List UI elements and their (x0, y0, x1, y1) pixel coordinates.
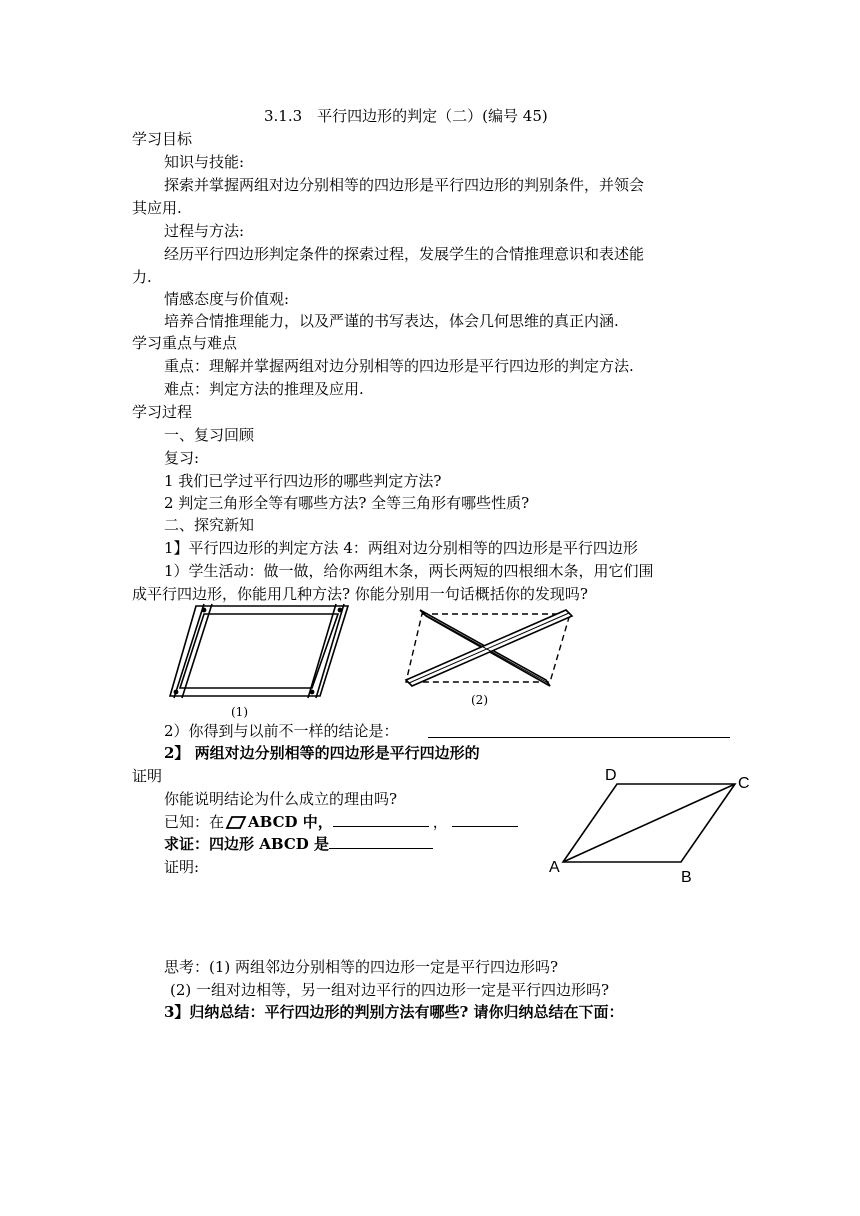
prove-blank[interactable] (329, 834, 433, 849)
knowledge-text-1: 探索并掌握两组对边分别相等的四边形是平行四边形的判别条件，并领会 (164, 176, 645, 194)
parallelogram-abcd-diagram (545, 760, 765, 890)
review-question-2: 2 判定三角形全等有哪些方法? 全等三角形有哪些性质? (164, 494, 530, 512)
keypoints-heading: 学习重点与难点 (132, 334, 238, 352)
emotion-text: 培养合情推理能力，以及严谨的书写表达，体会几何思维的真正内涵. (164, 312, 619, 330)
explore-heading: 二、探究新知 (164, 516, 255, 534)
method-4: 1】平行四边形的判定方法 4：两组对边分别相等的四边形是平行四边形 (164, 539, 638, 557)
think-question-2: (2) 一组对边相等，另一组对边平行的四边形一定是平行四边形吗? (170, 981, 610, 999)
prove-prefix: 求证：四边形 ABCD 是 (164, 835, 329, 853)
figure-1-stick-frame (160, 600, 360, 705)
given-abcd: ABCD 中， (248, 813, 333, 831)
proof-label: 证明: (164, 858, 200, 876)
figure-1-label: (1) (231, 705, 248, 719)
vertex-c-label: C (738, 775, 750, 792)
given-line (164, 812, 518, 832)
given-blank-2[interactable] (452, 812, 518, 827)
figure-2-label: (2) (471, 693, 488, 707)
parallelogram-symbol-icon (226, 816, 246, 829)
reason-prompt: 你能说明结论为什么成立的理由吗? (164, 790, 398, 808)
given-comma: ， (432, 813, 448, 831)
figure-2-crossed-sticks (400, 600, 580, 690)
activity-text-2: 成平行四边形，你能用几种方法? 你能分别用一句话概括你的发现吗? (132, 585, 588, 603)
goals-heading: 学习目标 (132, 130, 193, 148)
conclusion-blank[interactable] (428, 737, 730, 738)
proof-heading-2: 证明 (132, 767, 163, 785)
prove-line (164, 834, 433, 854)
process-heading: 学习过程 (132, 403, 193, 421)
summary-prompt: 3】归纳总结：平行四边形的判别方法有哪些? 请你归纳总结在下面： (164, 1003, 624, 1021)
vertex-d-label: D (605, 767, 617, 784)
page-title: 3.1.3 平行四边形的判定（二）(编号 45) (264, 107, 548, 125)
focus-text: 重点：理解并掌握两组对边分别相等的四边形是平行四边形的判定方法. (164, 357, 634, 375)
think-question-1: 思考：(1) 两组邻边分别相等的四边形一定是平行四边形吗? (164, 958, 559, 976)
process-label: 过程与方法: (164, 222, 245, 240)
activity-text-1: 1）学生活动：做一做，给你两组木条，两长两短的四根细木条，用它们围 (164, 562, 654, 580)
given-blank-1[interactable] (333, 812, 429, 827)
conclusion-prompt: 2）你得到与以前不一样的结论是： (164, 722, 399, 740)
knowledge-text-2: 其应用. (132, 199, 182, 217)
emotion-label: 情感态度与价值观: (164, 290, 290, 308)
difficulty-text: 难点：判定方法的推理及应用. (164, 380, 364, 398)
process-text-1: 经历平行四边形判定条件的探索过程，发展学生的合情推理意识和表述能 (164, 245, 645, 263)
vertex-b-label: B (681, 869, 692, 886)
vertex-a-label: A (549, 859, 560, 876)
review-question-1: 1 我们已学过平行四边形的哪些判定方法? (164, 472, 442, 490)
review-heading: 一、复习回顾 (164, 426, 255, 444)
process-text-2: 力. (132, 268, 152, 286)
knowledge-label: 知识与技能: (164, 153, 245, 171)
review-label: 复习: (164, 449, 200, 467)
given-prefix: 已知：在 (164, 813, 225, 831)
proof-heading-1: 2】 两组对边分别相等的四边形是平行四边形的 (164, 744, 480, 762)
